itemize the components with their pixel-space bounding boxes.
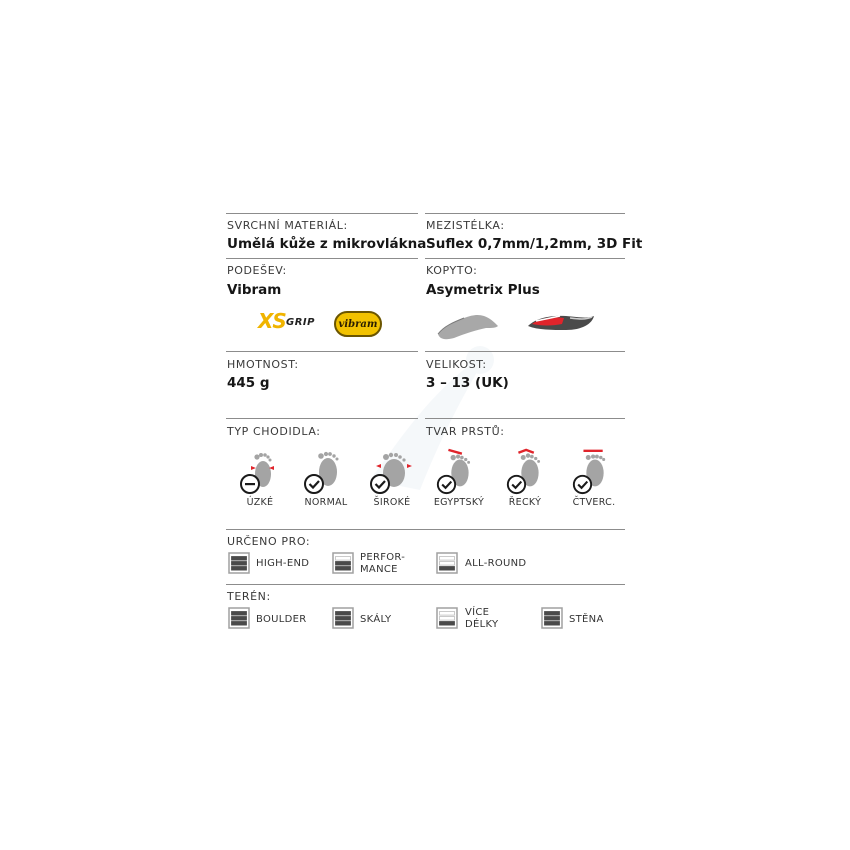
level-icon-multi-pitch bbox=[436, 607, 458, 629]
terrain-rocks-line1: SKÁLY bbox=[360, 614, 392, 625]
level-bar-filled bbox=[336, 622, 351, 626]
level-bar-empty bbox=[440, 612, 455, 616]
level-bars-icon bbox=[228, 552, 250, 574]
level-bars-icon bbox=[541, 607, 563, 629]
intended-performance-line2: MANCE bbox=[360, 564, 398, 575]
level-icon-wall bbox=[541, 607, 563, 629]
level-bar-filled bbox=[232, 617, 247, 621]
divider-row3-right bbox=[425, 351, 625, 352]
level-bar-filled bbox=[232, 622, 247, 626]
foot-narrow-icon bbox=[236, 448, 286, 498]
level-bars-icon bbox=[436, 607, 458, 629]
xs-logo-text: XS bbox=[258, 309, 286, 333]
toe-square-caption: ČTVERC. bbox=[572, 497, 616, 508]
vibram-logo bbox=[334, 311, 382, 337]
level-bar-filled bbox=[545, 612, 560, 616]
divider-row2-right bbox=[425, 258, 625, 259]
divider-intended bbox=[226, 529, 625, 530]
level-bar-filled bbox=[336, 562, 351, 566]
level-icon-boulder bbox=[228, 607, 250, 629]
intended-all-round-line1: ALL-ROUND bbox=[465, 558, 527, 569]
sole-label: PODEŠEV: bbox=[227, 264, 287, 277]
toe-egyptian-icon bbox=[434, 446, 484, 496]
level-bar-filled bbox=[232, 557, 247, 561]
intended-for-label: URČENO PRO: bbox=[227, 535, 311, 548]
divider-terrain bbox=[226, 584, 625, 585]
foot-normal-caption: NORMAL bbox=[304, 497, 348, 508]
foot-narrow-caption: ÚZKÉ bbox=[246, 497, 274, 508]
foot-normal-icon bbox=[302, 448, 352, 498]
level-bars-icon bbox=[332, 607, 354, 629]
level-bar-filled bbox=[440, 622, 455, 626]
midsole-label: MEZISTÉLKA: bbox=[426, 219, 505, 232]
intended-high-end bbox=[256, 558, 309, 570]
level-icon-high-end bbox=[228, 552, 250, 574]
toe-greek-icon bbox=[504, 446, 554, 496]
terrain-multi-pitch bbox=[465, 607, 498, 631]
divider-row4-left bbox=[226, 418, 418, 419]
sole-value: Vibram bbox=[227, 282, 282, 298]
foot-wide-icon bbox=[366, 448, 416, 498]
divider-row2-left bbox=[226, 258, 418, 259]
divider-top-right bbox=[425, 213, 625, 214]
divider-row3-left bbox=[226, 351, 418, 352]
level-bar-filled bbox=[232, 612, 247, 616]
level-bars-icon bbox=[436, 552, 458, 574]
toe-egyptian-caption: EGYPTSKÝ bbox=[433, 497, 485, 508]
watermark-logo bbox=[330, 320, 530, 520]
intended-performance-line1: PERFOR- bbox=[360, 552, 406, 563]
terrain-rocks bbox=[360, 614, 391, 626]
level-bar-filled bbox=[232, 562, 247, 566]
level-bar-filled bbox=[336, 612, 351, 616]
midsole-value: Suflex 0,7mm/1,2mm, 3D Fit bbox=[426, 236, 643, 252]
divider-row4-right bbox=[425, 418, 625, 419]
toe-greek-caption: ŘECKÝ bbox=[508, 497, 542, 508]
level-icon-all-round bbox=[436, 552, 458, 574]
upper-material-value: Umělá kůže z mikrovlákna bbox=[227, 236, 427, 252]
weight-value: 445 g bbox=[227, 375, 270, 391]
foot-wide-caption: ŠIROKÉ bbox=[373, 497, 411, 508]
terrain-multi-pitch-line1: VÍCE bbox=[465, 607, 490, 618]
terrain-wall-line1: STĚNA bbox=[569, 614, 604, 625]
last-value: Asymetrix Plus bbox=[426, 282, 540, 298]
level-bars-icon bbox=[332, 552, 354, 574]
terrain-label: TERÉN: bbox=[227, 590, 271, 603]
level-bar-filled bbox=[545, 622, 560, 626]
shoe-profile-icon bbox=[434, 304, 502, 344]
size-label: VELIKOST: bbox=[426, 358, 487, 371]
xs-grip-logo bbox=[258, 309, 330, 339]
level-bar-empty bbox=[440, 617, 455, 621]
level-bar-empty bbox=[336, 557, 351, 561]
grip-logo-text: GRIP bbox=[286, 317, 315, 328]
last-label: KOPYTO: bbox=[426, 264, 478, 277]
intended-high-end-line1: HIGH-END bbox=[256, 558, 310, 569]
level-bar-filled bbox=[440, 567, 455, 571]
terrain-wall bbox=[569, 614, 604, 626]
intended-performance bbox=[360, 552, 405, 576]
level-bars-icon bbox=[228, 607, 250, 629]
foot-type-label: TYP CHODIDLA: bbox=[227, 425, 321, 438]
level-icon-rocks bbox=[332, 607, 354, 629]
toe-square-icon bbox=[570, 446, 620, 496]
terrain-boulder-line1: BOULDER bbox=[256, 614, 307, 625]
level-bar-filled bbox=[545, 617, 560, 621]
weight-label: HMOTNOST: bbox=[227, 358, 299, 371]
divider-top-left bbox=[226, 213, 418, 214]
level-icon-performance bbox=[332, 552, 354, 574]
upper-material-label: SVRCHNÍ MATERIÁL: bbox=[227, 219, 348, 232]
level-bar-empty bbox=[440, 557, 455, 561]
terrain-boulder bbox=[256, 614, 307, 626]
level-bar-filled bbox=[336, 567, 351, 571]
level-bar-empty bbox=[440, 562, 455, 566]
size-value: 3 – 13 (UK) bbox=[426, 375, 509, 391]
terrain-multi-pitch-line2: DÉLKY bbox=[465, 619, 499, 630]
intended-all-round bbox=[465, 558, 526, 570]
level-bar-filled bbox=[336, 617, 351, 621]
level-bar-filled bbox=[232, 567, 247, 571]
vibram-logo-text: vibram bbox=[338, 318, 378, 330]
toe-shape-label: TVAR PRSTŮ: bbox=[426, 425, 505, 438]
shoe-sole-icon bbox=[526, 310, 596, 336]
